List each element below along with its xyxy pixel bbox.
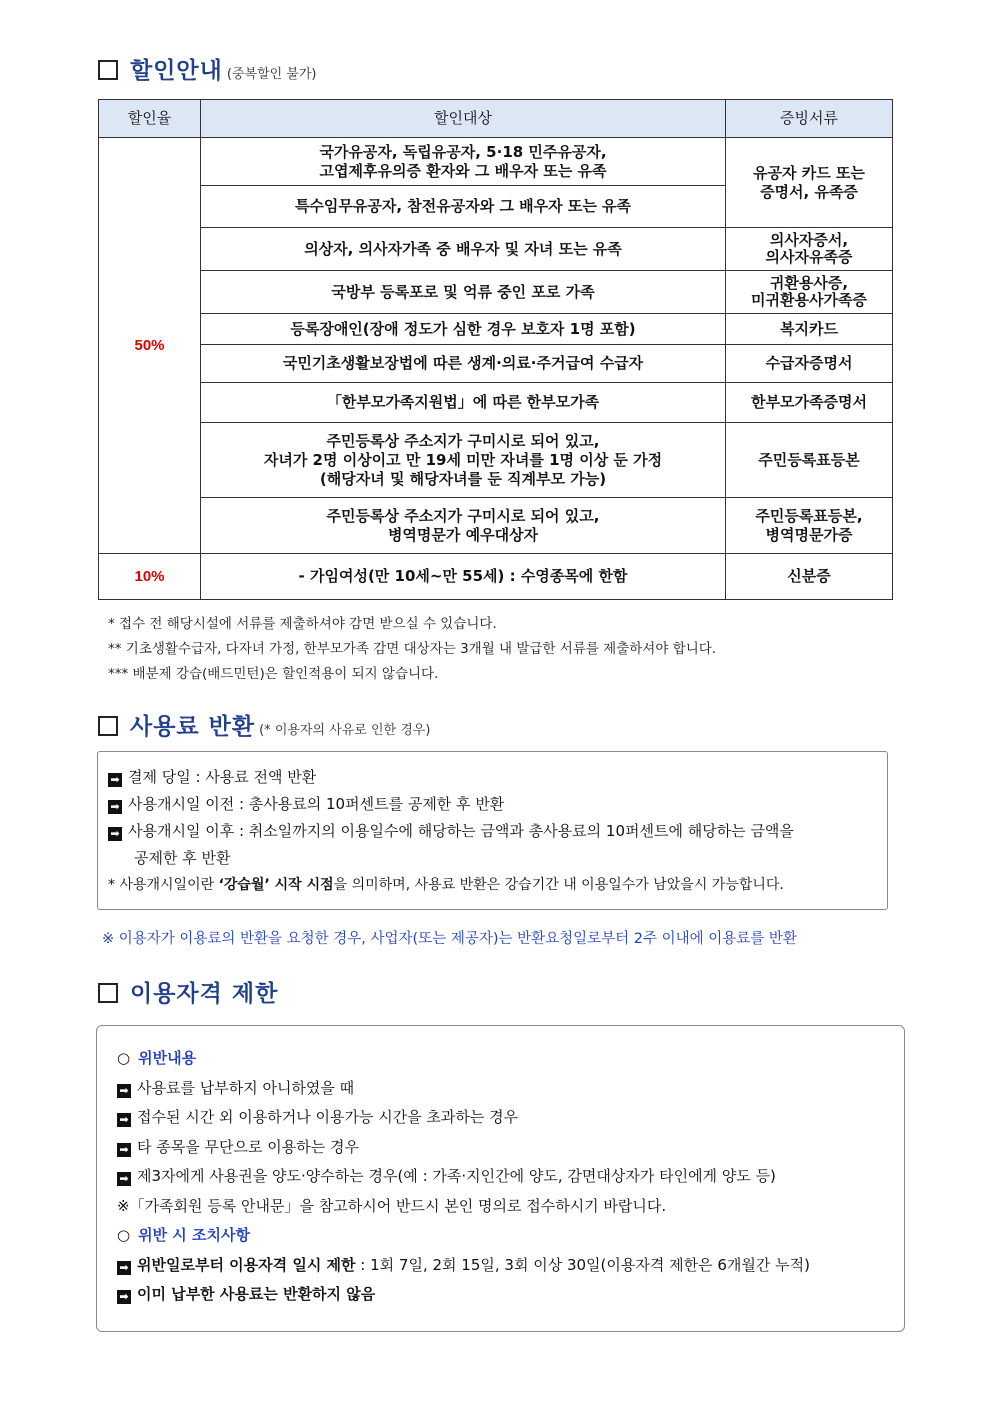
- list-item: ➡ 이미 납부한 사용료는 반환하지 않음: [117, 1280, 884, 1310]
- table-row: [99, 314, 893, 345]
- list-item: ➡ 결제 당일 : 사용료 전액 반환: [108, 764, 877, 791]
- table-row: [99, 498, 893, 554]
- document-cell: 귀환용사증, 미귀환용사가족증: [726, 271, 893, 314]
- discount-subtitle: (중복할인 불가): [226, 67, 317, 82]
- refund-note: * 사용개시일이란 ‘강습월’ 시작 시점을 의미하며, 사용료 반환은 강습기간 내 이용일수가 남았을시 가능합니다.: [108, 877, 784, 893]
- checkbox-square-icon: [98, 983, 118, 1003]
- refund-blue-note: ※ 이용자가 이용료의 반환을 요청한 경우, 사업자(또는 제공자)는 반환요청일로부터 2주 이내에 이용료를 반환: [102, 931, 797, 947]
- discount-heading: [98, 52, 317, 85]
- table-header-row: [99, 100, 893, 138]
- restriction-box: [96, 1025, 905, 1332]
- table-row: [99, 271, 893, 314]
- arrow-right-icon: ➡: [117, 1084, 131, 1098]
- refund-subtitle: (* 이용자의 사유로 인한 경우): [259, 723, 431, 738]
- document-cell: 의사자증서, 의사자유족증: [726, 228, 893, 271]
- target-cell: 등록장애인(장애 정도가 심한 경우 보호자 1명 포함): [201, 314, 726, 345]
- target-cell: 주민등록상 주소지가 구미시로 되어 있고, 자녀가 2명 이상이고 만 19세 미만 자녀를 1명 이상 둔 가정 (해당자녀 및 해당자녀를 둔 직계부모 가능): [201, 423, 726, 498]
- rate-10: 10%: [99, 554, 201, 600]
- violation-heading: ○ 위반내용: [117, 1049, 197, 1067]
- list-item: ➡ 접수된 시간 외 이용하거나 이용가능 시간을 초과하는 경우: [117, 1103, 884, 1133]
- document-cell: 신분증: [726, 554, 893, 600]
- table-row: [99, 228, 893, 271]
- action-heading: ○ 위반 시 조치사항: [117, 1226, 250, 1244]
- refund-box: [97, 751, 888, 910]
- refund-heading: [98, 708, 430, 741]
- target-cell: 「한부모가족지원법」에 따른 한부모가족: [201, 383, 726, 423]
- header-document: 증빙서류: [726, 100, 893, 138]
- table-row: [99, 554, 893, 600]
- arrow-right-icon: ➡: [117, 1172, 131, 1186]
- table-row: [99, 423, 893, 498]
- list-item: ➡ 사용개시일 이전 : 총사용료의 10퍼센트를 공제한 후 반환: [108, 791, 877, 818]
- list-item: ➡ 사용료를 납부하지 아니하였을 때: [117, 1074, 884, 1104]
- reference-note: ※「가족회원 등록 안내문」을 참고하시어 반드시 본인 명의로 접수하시기 바랍니다.: [117, 1196, 667, 1215]
- table-row: [99, 383, 893, 423]
- list-item: ➡ 위반일로부터 이용자격 일시 제한 : 1회 7일, 2회 15일, 3회 이상 30일(이용자격 제한은 6개월간 누적): [117, 1251, 884, 1281]
- discount-notes: [108, 612, 716, 687]
- target-cell: - 가임여성(만 10세~만 55세) : 수영종목에 한함: [201, 554, 726, 600]
- document-cell: 수급자증명서: [726, 345, 893, 383]
- table-row: [99, 345, 893, 383]
- document-cell: 주민등록표등본: [726, 423, 893, 498]
- restriction-title: 이용자격 제한: [130, 981, 279, 1007]
- header-target: 할인대상: [201, 100, 726, 138]
- list-item: ➡ 사용개시일 이후 : 취소일까지의 이용일수에 해당하는 금액과 총사용료의 10퍼센트에 해당하는 금액을: [108, 818, 877, 845]
- arrow-right-icon: ➡: [117, 1261, 131, 1275]
- document-cell: 유공자 카드 또는 증명서, 유족증: [726, 138, 893, 228]
- note-item: ** 기초생활수급자, 다자녀 가정, 한부모가족 감면 대상자는 3개월 내 발급한 서류를 제출하셔야 합니다.: [108, 641, 717, 657]
- discount-table: [98, 99, 893, 600]
- arrow-right-icon: ➡: [117, 1290, 131, 1304]
- target-cell: 국민기초생활보장법에 따른 생계·의료·주거급여 수급자: [201, 345, 726, 383]
- target-cell: 주민등록상 주소지가 구미시로 되어 있고, 병역명문가 예우대상자: [201, 498, 726, 554]
- document-cell: 한부모가족증명서: [726, 383, 893, 423]
- arrow-right-icon: ➡: [108, 800, 122, 814]
- note-item: *** 배분제 강습(배드민턴)은 할인적용이 되지 않습니다.: [108, 666, 439, 682]
- note-item: * 접수 전 해당시설에 서류를 제출하셔야 감면 받으실 수 있습니다.: [108, 616, 497, 632]
- list-item: ➡ 타 종목을 무단으로 이용하는 경우: [117, 1133, 884, 1163]
- checkbox-square-icon: [98, 60, 118, 80]
- rate-50: 50%: [99, 138, 201, 554]
- target-cell: 의상자, 의사자가족 중 배우자 및 자녀 또는 유족: [201, 228, 726, 271]
- table-row: [99, 138, 893, 186]
- target-cell: 국방부 등록포로 및 억류 중인 포로 가족: [201, 271, 726, 314]
- arrow-right-icon: ➡: [108, 827, 122, 841]
- arrow-right-icon: ➡: [108, 773, 122, 787]
- circle-icon: ○: [117, 1049, 131, 1067]
- target-cell: 국가유공자, 독립유공자, 5·18 민주유공자, 고엽제후유의증 환자와 그 배우자 또는 유족: [201, 138, 726, 186]
- target-cell: 특수임무유공자, 참전유공자와 그 배우자 또는 유족: [201, 186, 726, 228]
- list-item-continued: 공제한 후 반환: [134, 849, 231, 867]
- arrow-right-icon: ➡: [117, 1113, 131, 1127]
- discount-title: 할인안내: [130, 58, 223, 84]
- list-item: ➡ 제3자에게 사용권을 양도·양수하는 경우(예 : 가족·지인간에 양도, 감면대상자가 타인에게 양도 등): [117, 1162, 884, 1192]
- refund-title: 사용료 반환: [130, 714, 256, 740]
- header-rate: 할인율: [99, 100, 201, 138]
- arrow-right-icon: ➡: [117, 1143, 131, 1157]
- document-cell: 복지카드: [726, 314, 893, 345]
- circle-icon: ○: [117, 1226, 131, 1244]
- document-cell: 주민등록표등본, 병역명문가증: [726, 498, 893, 554]
- checkbox-square-icon: [98, 716, 118, 736]
- restriction-heading: [98, 975, 278, 1008]
